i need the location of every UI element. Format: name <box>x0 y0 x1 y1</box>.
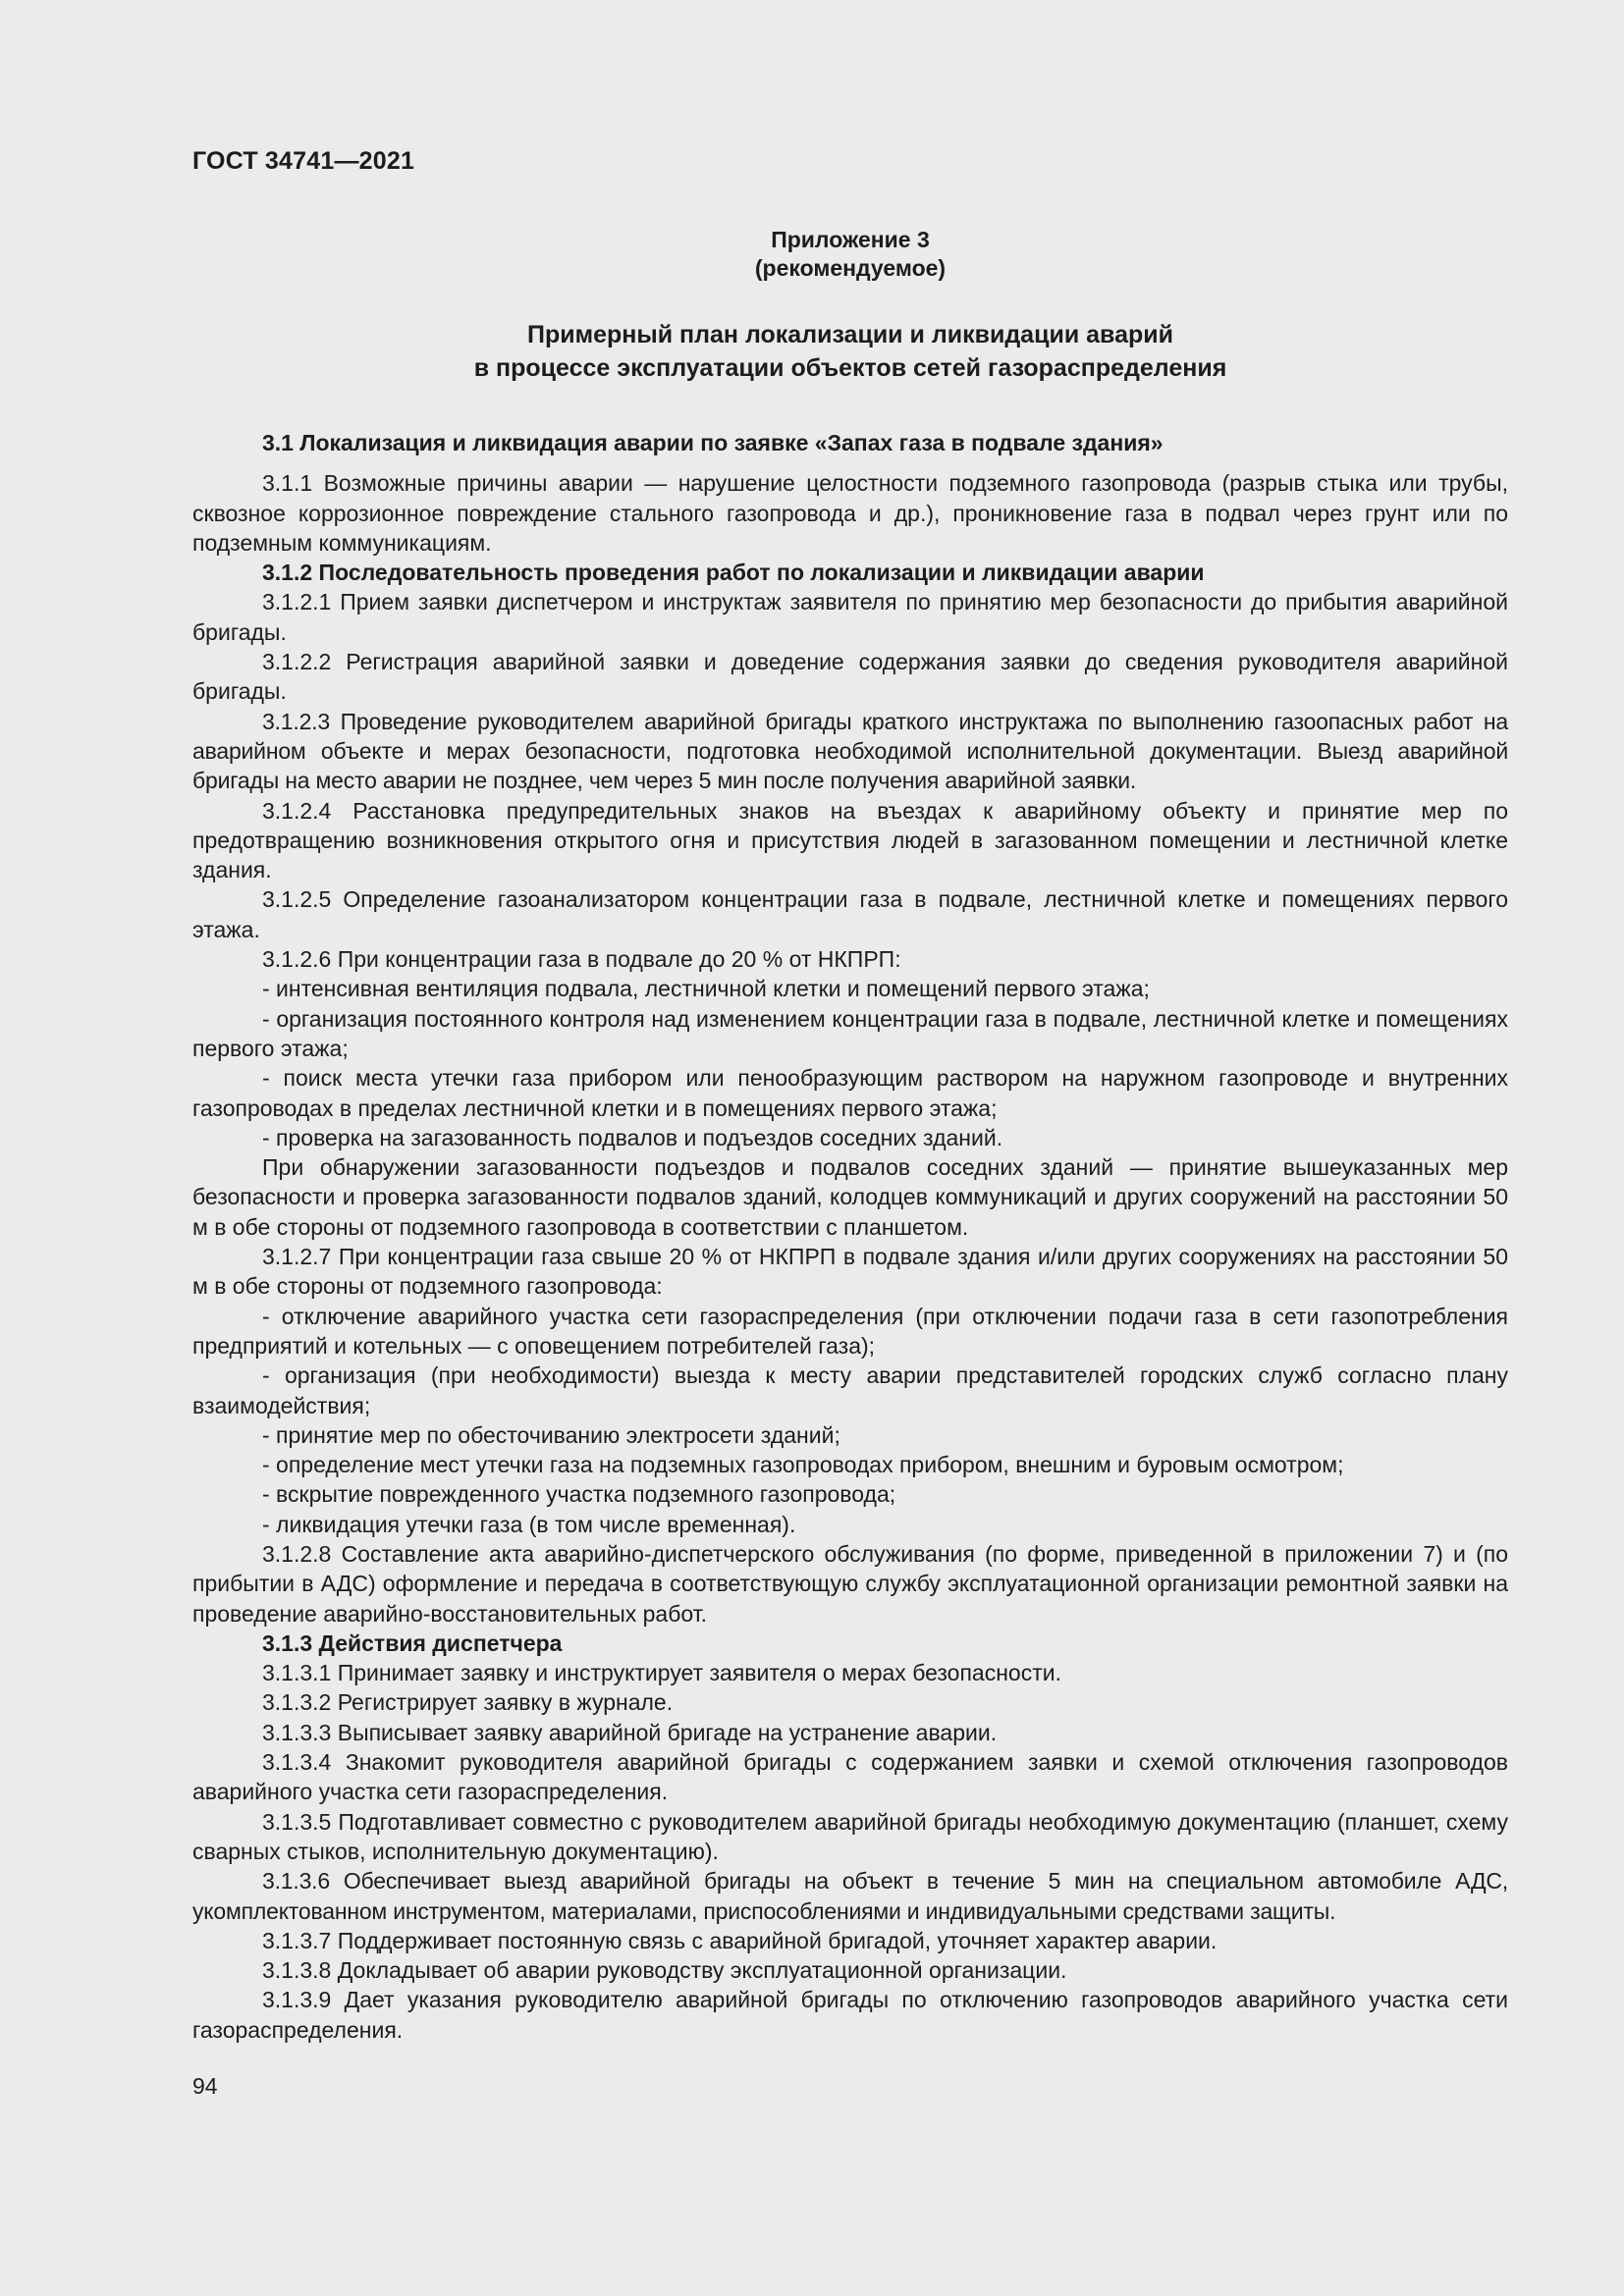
paragraph: 3.1.3.5 Подготавливает совместно с руководителем аварийной бригады необходимую документацию (планшет, схему сварных стыков, исполнительную документацию). <box>192 1808 1508 1864</box>
appendix-label: Приложение 3 <box>771 227 930 252</box>
paragraph: 3.1.2.5 Определение газоанализатором концентрации газа в подвале, лестничной клетке и помещениях первого этажа. <box>192 886 1508 942</box>
paragraph: 3.1.3.4 Знакомит руководителя аварийной бригады с содержанием заявки и схемой отключения газопроводов аварийного участка сети газораспределения. <box>192 1749 1508 1805</box>
list-item: - отключение аварийного участка сети газораспределения (при отключении подачи газа в сети газопотребления предприятий и котельных — с оповещением потребителей газа); <box>192 1303 1508 1359</box>
document-title <box>192 318 1508 385</box>
subsection-heading: 3.1.3 Действия диспетчера <box>262 1629 563 1656</box>
document-body <box>192 428 1508 2045</box>
list-item: - поиск места утечки газа прибором или пенообразующим раствором на наружном газопроводе и внутренних газопроводах в пределах лестничной клетки и в помещениях первого этажа; <box>192 1065 1508 1121</box>
list-item: - проверка на загазованность подвалов и подъездов соседних зданий. <box>262 1124 1003 1150</box>
list-item: - принятие мер по обесточиванию электросети зданий; <box>262 1421 840 1448</box>
paragraph: 3.1.3.6 Обеспечивает выезд аварийной бригады на объект в течение 5 мин на специальном автомобиле АДС, укомплектованном инструментом, материалами, приспособлениями и индивидуальными средствами защиты. <box>192 1868 1508 1924</box>
list-item: - организация постоянного контроля над изменением концентрации газа в подвале, лестничной клетке и помещениях первого этажа; <box>192 1005 1508 1061</box>
appendix-status: (рекомендуемое) <box>754 255 947 281</box>
list-item: - интенсивная вентиляция подвала, лестничной клетки и помещений первого этажа; <box>262 976 1150 1002</box>
page-number: 94 <box>192 2073 218 2099</box>
paragraph: 3.1.3.8 Докладывает об аварии руководству эксплуатационной организации. <box>262 1957 1067 1984</box>
paragraph: При обнаружении загазованности подъездов и подвалов соседних зданий — принятие вышеуказанных мер безопасности и проверка загазованности подвалов зданий, колодцев коммуникаций и других сооружений на расстоянии 50 м в обе стороны от подземного газопровода в соответствии с планшетом. <box>192 1154 1508 1240</box>
paragraph: 3.1.3.9 Дает указания руководителю аварийной бригады по отключению газопроводов аварийного участка сети газораспределения. <box>192 1987 1508 2043</box>
section-heading: 3.1 Локализация и ликвидация аварии по заявке «Запах газа в подвале здания» <box>262 430 1164 455</box>
paragraph: 3.1.1 Возможные причины аварии — нарушение целостности подземного газопровода (разрыв стыка или трубы, сквозное коррозионное повреждение стального газопровода и др.), проникновение газа в подвал через грунт или по подземным коммуникациям. <box>192 470 1508 556</box>
paragraph: 3.1.3.7 Поддерживает постоянную связь с аварийной бригадой, уточняет характер аварии. <box>262 1927 1218 1953</box>
paragraph: 3.1.2.2 Регистрация аварийной заявки и доведение содержания заявки до сведения руководителя аварийной бригады. <box>192 649 1508 705</box>
paragraph: 3.1.2.3 Проведение руководителем аварийной бригады краткого инструктажа по выполнению газоопасных работ на аварийном объекте и мерах безопасности, подготовка необходимой исполнительной документации. Выезд аварийной бригады на место аварии не позднее, чем через 5 мин после получения аварийной заявки. <box>192 708 1508 794</box>
appendix-heading <box>192 226 1508 283</box>
list-item: - ликвидация утечки газа (в том числе временная). <box>262 1511 796 1537</box>
paragraph: 3.1.2.1 Прием заявки диспетчером и инструктаж заявителя по принятию мер безопасности до прибытия аварийной бригады. <box>192 589 1508 645</box>
paragraph: 3.1.2.4 Расстановка предупредительных знаков на въездах к аварийному объекту и принятие мер по предотвращению возникновения открытого огня и присутствия людей в загазованном помещении и лестничной клетке здания. <box>192 797 1508 883</box>
standard-number: ГОСТ 34741—2021 <box>192 147 415 175</box>
paragraph: 3.1.3.3 Выписывает заявку аварийной бригаде на устранение аварии. <box>262 1719 998 1745</box>
paragraph: 3.1.3.1 Принимает заявку и инструктирует заявителя о мерах безопасности. <box>262 1660 1061 1686</box>
list-item: - определение мест утечки газа на подземных газопроводах прибором, внешним и буровым осмотром; <box>262 1452 1344 1478</box>
document-title-line-2: в процессе эксплуатации объектов сетей газораспределения <box>473 354 1227 382</box>
paragraph: 3.1.3.2 Регистрирует заявку в журнале. <box>262 1689 674 1716</box>
list-item: - организация (при необходимости) выезда к месту аварии представителей городских служб согласно плану взаимодействия; <box>192 1362 1508 1418</box>
subsection-heading: 3.1.2 Последовательность проведения работ по локализации и ликвидации аварии <box>262 560 1205 586</box>
document-title-line-1: Примерный план локализации и ликвидации аварий <box>526 321 1173 348</box>
paragraph: 3.1.2.7 При концентрации газа свыше 20 % от НКПРП в подвале здания и/или других сооружениях на расстоянии 50 м в обе стороны от подземного газопровода: <box>192 1244 1508 1300</box>
list-item: - вскрытие поврежденного участка подземного газопровода; <box>262 1481 896 1508</box>
paragraph: 3.1.2.8 Составление акта аварийно-диспетчерского обслуживания (по форме, приведенной в приложении 7) и (по прибытии в АДС) оформление и передача в соответствующую службу эксплуатационной организации ремонтной заявки на проведение аварийно-восстановительных работ. <box>192 1540 1508 1627</box>
paragraph: 3.1.2.6 При концентрации газа в подвале до 20 % от НКПРП: <box>262 946 901 973</box>
